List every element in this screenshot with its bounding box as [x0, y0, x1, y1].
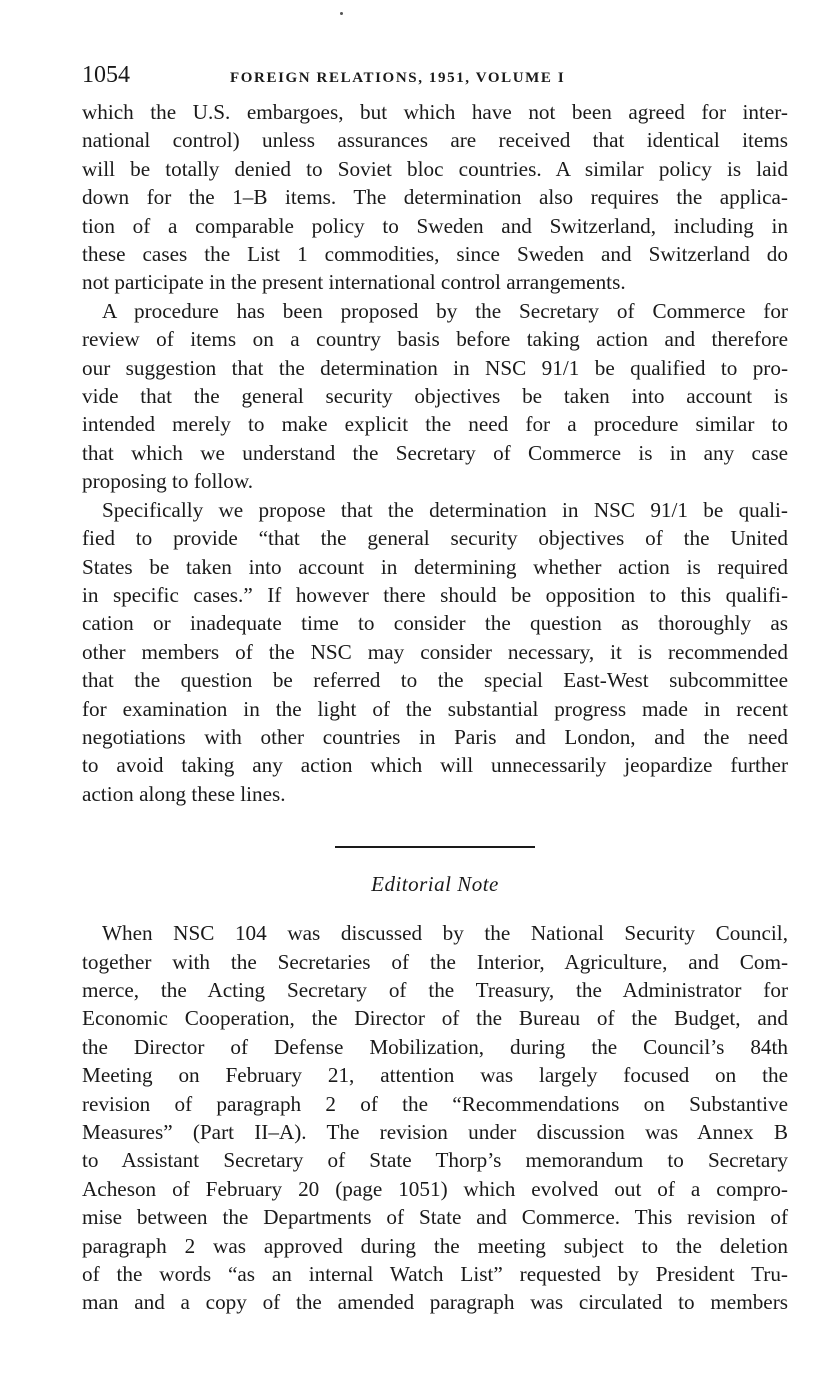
body-paragraph-2 [82, 297, 788, 496]
text-line: States be taken into account in determining whether action is required [82, 554, 788, 579]
text-line: paragraph 2 was approved during the meeting subject to the deletion [82, 1233, 788, 1258]
page-number: 1054 [82, 62, 130, 88]
text-line: for examination in the light of the substantial progress made in recent [82, 696, 788, 721]
section-divider [335, 846, 535, 848]
text-line: that which we understand the Secretary of Commerce is in any case [82, 440, 788, 465]
text-line: of the words “as an internal Watch List” requested by President Tru- [82, 1262, 788, 1287]
running-title: FOREIGN RELATIONS, 1951, VOLUME I [230, 70, 566, 86]
text-line: will be totally denied to Soviet bloc countries. A similar policy is laid [82, 156, 788, 181]
editorial-note-heading: Editorial Note [371, 872, 499, 897]
document-page [82, 62, 788, 1317]
text-line: other members of the NSC may consider necessary, it is recommended [82, 639, 788, 664]
text-line: negotiations with other countries in Paris and London, and the need [82, 724, 788, 749]
text-line: not participate in the present international control arrangements. [82, 270, 626, 295]
text-line: to avoid taking any action which will unnecessarily jeopardize further [82, 753, 788, 778]
body-paragraph-1 [82, 98, 788, 297]
text-line: mise between the Departments of State and Commerce. This revision of [82, 1205, 788, 1230]
text-line: proposing to follow. [82, 469, 254, 494]
text-line: which the U.S. embargoes, but which have not been agreed for inter- [82, 100, 788, 124]
text-line: vide that the general security objectives be taken into account is [82, 384, 788, 409]
body-paragraph-3 [82, 496, 788, 808]
text-line: revision of paragraph 2 of the “Recommendations on Substantive [82, 1091, 788, 1116]
text-line: intended merely to make explicit the need for a procedure similar to [82, 412, 788, 437]
text-line: fied to provide “that the general security objectives of the United [82, 526, 788, 551]
text-line: the Director of Defense Mobilization, during the Council’s 84th [82, 1034, 788, 1059]
text-line: tion of a comparable policy to Sweden and Switzerland, including in [82, 213, 788, 238]
text-line: to Assistant Secretary of State Thorp’s memorandum to Secretary [82, 1148, 788, 1173]
text-line: our suggestion that the determination in NSC 91/1 be qualified to pro- [82, 355, 788, 380]
text-line: man and a copy of the amended paragraph was circulated to members [82, 1290, 788, 1315]
text-line: A procedure has been proposed by the Secretary of Commerce for [102, 298, 788, 323]
text-line: in specific cases.” If however there should be opposition to this qualifi- [82, 582, 788, 607]
text-line: Economic Cooperation, the Director of the Bureau of the Budget, and [82, 1006, 788, 1031]
editorial-note-paragraph [82, 919, 788, 1317]
text-line: Meeting on February 21, attention was largely focused on the [82, 1063, 788, 1088]
text-line: these cases the List 1 commodities, since Sweden and Switzerland do [82, 242, 788, 267]
text-line: review of items on a country basis before taking action and therefore [82, 327, 788, 352]
text-line: Specifically we propose that the determination in NSC 91/1 be quali- [102, 497, 788, 522]
print-mark [340, 12, 343, 15]
text-line: Measures” (Part II–A). The revision under discussion was Annex B [82, 1120, 788, 1144]
text-line: Acheson of February 20 (page 1051) which evolved out of a compro- [82, 1176, 788, 1201]
text-line: down for the 1–B items. The determination also requires the applica- [82, 185, 788, 210]
running-head [82, 62, 788, 98]
text-line: action along these lines. [82, 781, 286, 806]
text-line: When NSC 104 was discussed by the National Security Council, [102, 921, 788, 946]
text-line: national control) unless assurances are received that identical items [82, 128, 788, 153]
text-line: together with the Secretaries of the Interior, Agriculture, and Com- [82, 949, 788, 974]
text-line: that the question be referred to the special East-West subcommittee [82, 668, 788, 693]
text-line: cation or inadequate time to consider the question as thoroughly as [82, 611, 788, 636]
text-line: merce, the Acting Secretary of the Treasury, the Administrator for [82, 977, 788, 1002]
